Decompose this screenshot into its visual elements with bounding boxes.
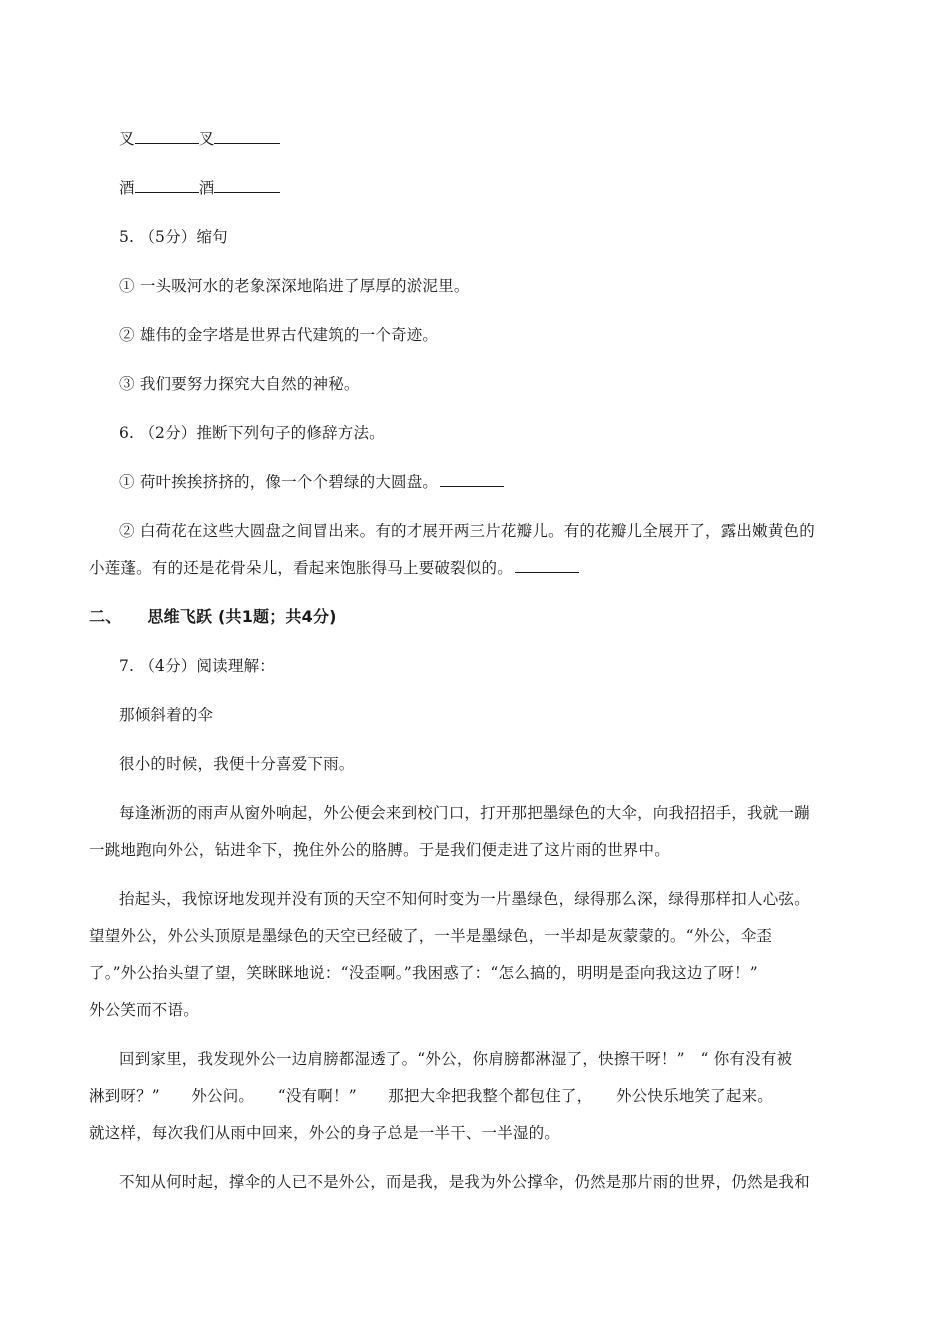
story-paragraph-2-line-2: 一跳地跑向外公，钻进伞下，挽住外公的胳膊。于是我们便走进了这片雨的世界中。 [89, 841, 670, 859]
answer-blank[interactable] [135, 178, 199, 193]
question-5-item-2: ② 雄伟的金字塔是世界古代建筑的一个奇迹。 [119, 326, 439, 344]
question-6-item-2-line-2 [89, 558, 579, 578]
answer-blank[interactable] [214, 178, 280, 193]
section-2-heading [89, 607, 337, 627]
question-6-item-1 [119, 472, 504, 492]
story-paragraph-5-line-1: 不知从何时起，撑伞的人已不是外公，而是我，是我为外公撑伞，仍然是那片雨的世界，仍然是我和 [119, 1173, 810, 1191]
section-title: 思维飞跃 (共1题；共4分) [147, 607, 337, 626]
question-6-item-2-line-1: ② 白荷花在这些大圆盘之间冒出来。有的才展开两三片花瓣儿。有的花瓣儿全展开了，露出嫩黄色的 [119, 522, 815, 540]
story-paragraph-3-line-2: 望望外公，外公头顶原是墨绿色的天空已经破了，一半是墨绿色，一半却是灰蒙蒙的。“外公，伞歪 [89, 927, 773, 945]
sentence-text: 小莲蓬。有的还是花骨朵儿，看起来饱胀得马上要破裂似的。 [89, 559, 513, 577]
story-paragraph-4-line-3: 就这样，每次我们从雨中回来，外公的身子总是一半干、一半湿的。 [89, 1124, 561, 1142]
fill-blank-line-1 [119, 129, 280, 149]
question-5-heading: 5. （5分）缩句 [119, 228, 228, 246]
question-7-heading: 7. （4分）阅读理解： [119, 657, 275, 675]
story-paragraph-4-line-1: 回到家里，我发现外公一边肩膀都湿透了。“外公，你肩膀都淋湿了，快擦干呀！” “ 你有没有被 [119, 1050, 793, 1068]
answer-blank[interactable] [214, 129, 280, 144]
story-title: 那倾斜着的伞 [119, 706, 214, 724]
question-5-item-3: ③ 我们要努力探究大自然的神秘。 [119, 375, 360, 393]
fill-char: 酒 [119, 179, 135, 197]
story-paragraph-3-line-3: 了。”外公抬头望了望，笑眯眯地说：“没歪啊。”我困惑了：“怎么搞的，明明是歪向我这边了呀！” [89, 964, 758, 982]
answer-blank[interactable] [135, 129, 199, 144]
section-number: 二、 [89, 607, 122, 626]
question-5-item-1: ① 一头吸河水的老象深深地陷进了厚厚的淤泥里。 [119, 277, 470, 295]
fill-char: 叉 [119, 130, 135, 148]
answer-blank[interactable] [440, 472, 504, 487]
fill-char: 叉 [198, 130, 215, 148]
story-paragraph-2-line-1: 每逢淅沥的雨声从窗外响起，外公便会来到校门口，打开那把墨绿色的大伞，向我招招手，我就一蹦 [119, 804, 810, 822]
story-paragraph-1: 很小的时候，我便十分喜爱下雨。 [119, 755, 355, 773]
answer-blank[interactable] [515, 558, 579, 573]
sentence-text: ① 荷叶挨挨挤挤的，像一个个碧绿的大圆盘。 [119, 473, 439, 491]
story-paragraph-4-line-2: 淋到呀？” 外公问。 “没有啊！” 那把大伞把我整个都包住了， 外公快乐地笑了起来。 [89, 1087, 773, 1105]
question-6-heading: 6. （2分）推断下列句子的修辞方法。 [119, 424, 385, 442]
fill-char: 酒 [198, 179, 215, 197]
story-paragraph-3-line-1: 抬起头，我惊讶地发现并没有顶的天空不知何时变为一片墨绿色，绿得那么深，绿得那样扣人心弦。 [119, 890, 810, 908]
fill-blank-line-2 [119, 178, 280, 198]
story-paragraph-3-line-4: 外公笑而不语。 [89, 1001, 199, 1019]
